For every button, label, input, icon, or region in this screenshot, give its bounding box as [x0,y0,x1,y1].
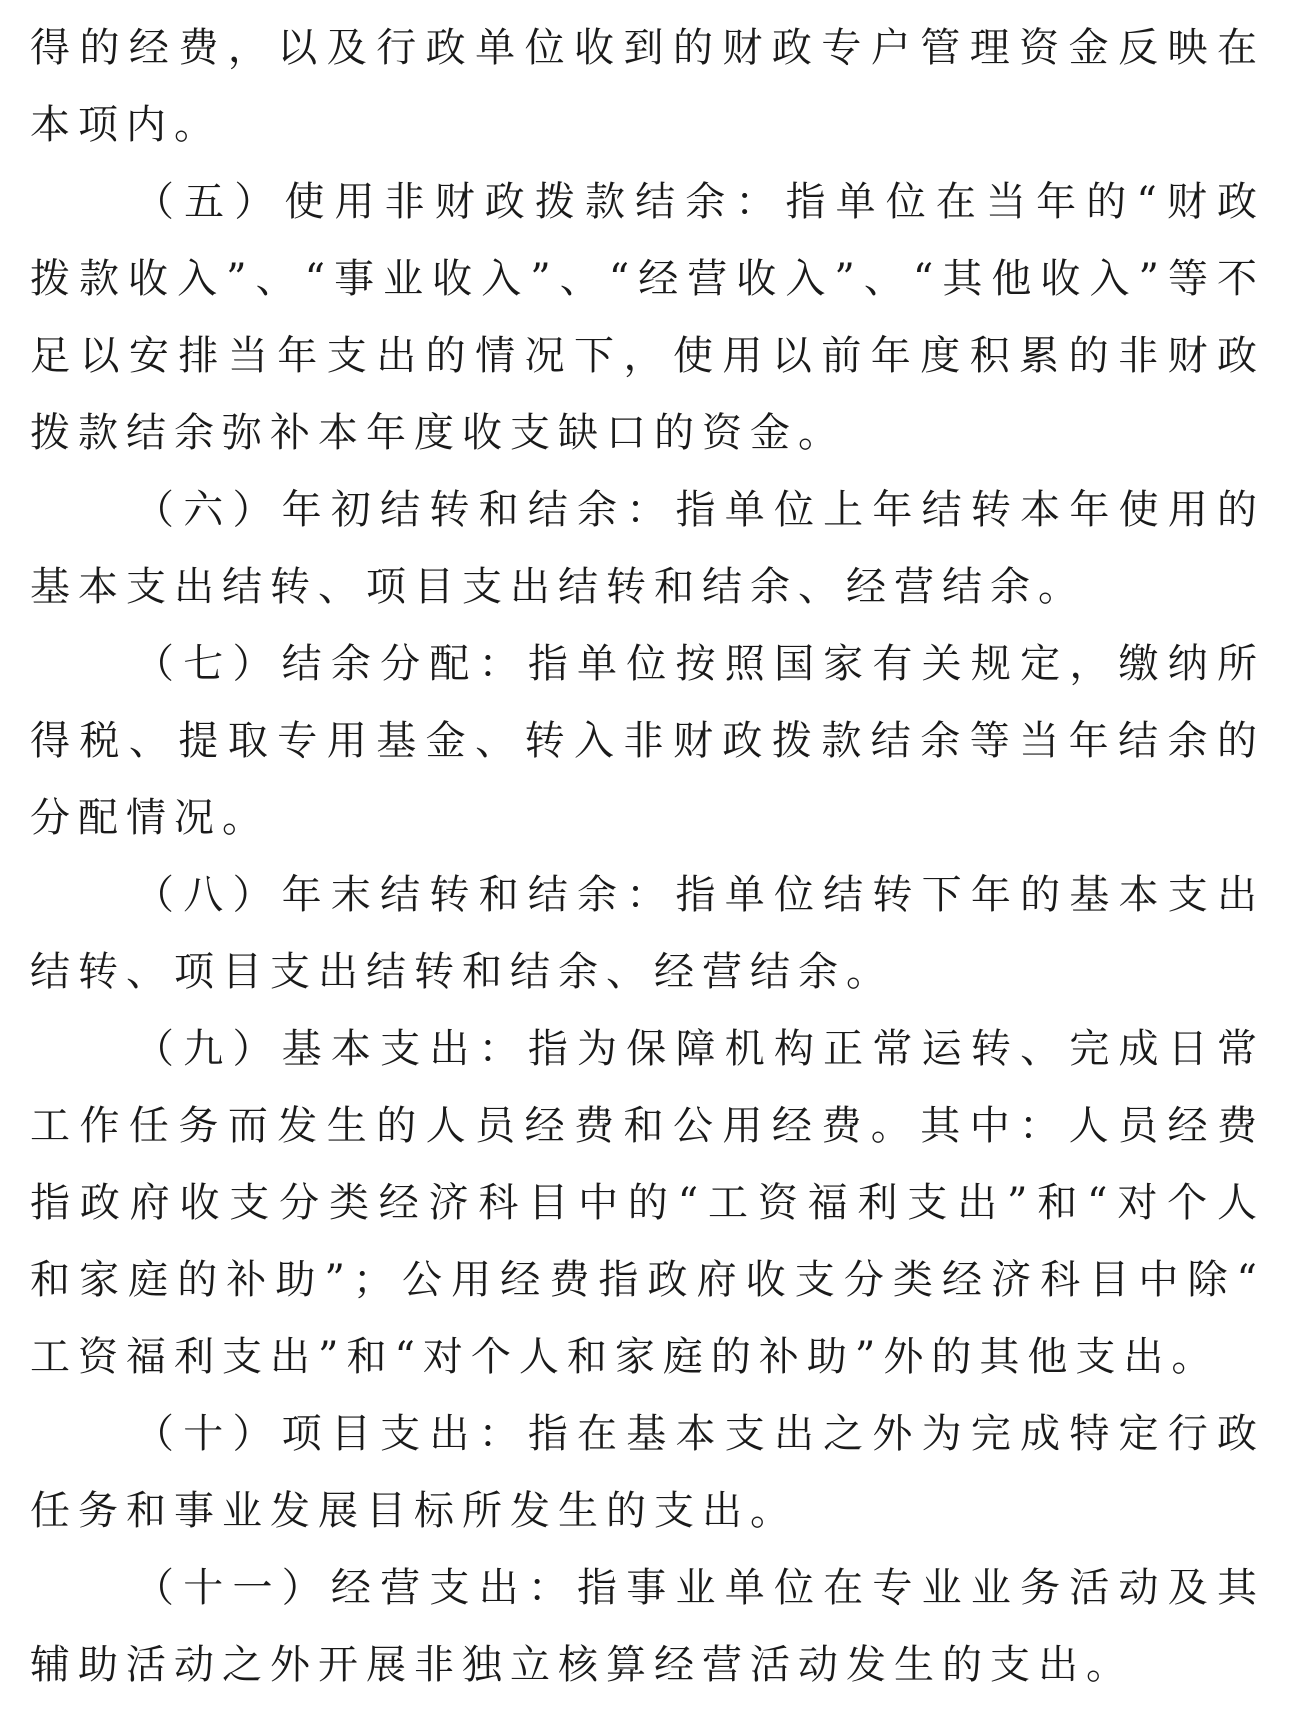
document-body [30,10,1265,1704]
paragraph-item-5: （五）使用非财政拨款结余：指单位在当年的“财政拨款收入”、“事业收入”、“经营收入”、“其他收入”等不足以安排当年支出的情况下，使用以前年度积累的非财政拨款结余弥补本年度收支缺口的资金。 [30,179,1265,456]
paragraph-continuation: 得的经费，以及行政单位收到的财政专户管理资金反映在本项内。 [30,25,1265,148]
paragraph-item-10: （十）项目支出：指在基本支出之外为完成特定行政任务和事业发展目标所发生的支出。 [30,1411,1265,1534]
paragraph-item-9: （九）基本支出：指为保障机构正常运转、完成日常工作任务而发生的人员经费和公用经费。其中：人员经费指政府收支分类经济科目中的“工资福利支出”和“对个人和家庭的补助”；公用经费指政府收支分类经济科目中除“工资福利支出”和“对个人和家庭的补助”外的其他支出。 [30,1026,1265,1380]
paragraph-item-6: （六）年初结转和结余：指单位上年结转本年使用的基本支出结转、项目支出结转和结余、经营结余。 [30,487,1265,610]
paragraph-item-8: （八）年末结转和结余：指单位结转下年的基本支出结转、项目支出结转和结余、经营结余。 [30,872,1265,995]
paragraph-item-7: （七）结余分配：指单位按照国家有关规定，缴纳所得税、提取专用基金、转入非财政拨款结余等当年结余的分配情况。 [30,641,1265,841]
paragraph-item-11: （十一）经营支出：指事业单位在专业业务活动及其辅助活动之外开展非独立核算经营活动发生的支出。 [30,1565,1265,1688]
